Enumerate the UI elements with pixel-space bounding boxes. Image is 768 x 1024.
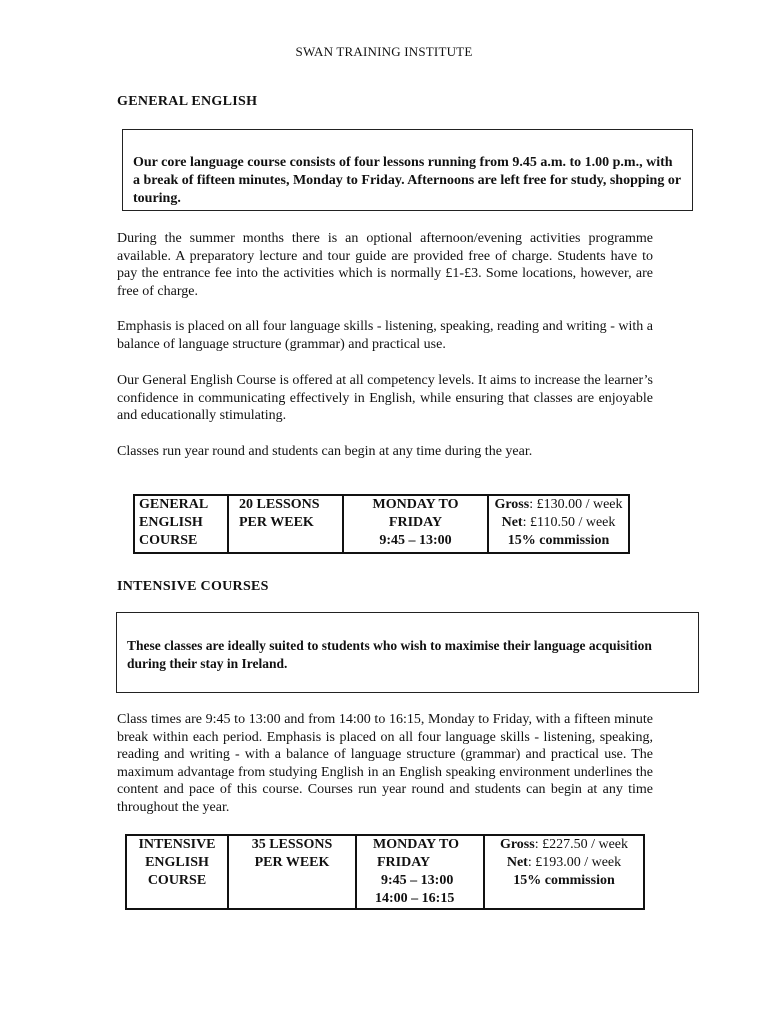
general-intro-text: Our core language course consists of four lessons running from 9.45 a.m. to 1.00 p.m., with a break of fifteen minutes, Monday to Friday. Afternoons are left free for study, shopping or touring.: [133, 155, 681, 206]
lessons-cell: 20 LESSONS PER WEEK: [228, 495, 343, 553]
course-name-cell: GENERAL ENGLISH COURSE: [134, 495, 228, 553]
intensive-paragraph: Class times are 9:45 to 13:00 and from 14:00 to 16:15, Monday to Friday, with a fifteen minute break within each period. Emphasis is placed on all four language skills - listening, speaking, reading and writing - with a balance of language structure (grammar) and practical use. The maximum advantage from studying English in an English speaking environment underlines the content and pace of this course. Courses run year round and students can begin at any time throughout the year.: [117, 712, 653, 815]
intensive-intro-box: [116, 612, 699, 693]
general-paragraph-activities: During the summer months there is an optional afternoon/evening activities programme available. A preparatory lecture and tour guide are provided free of charge. Students have to pay the entrance fee into the activities which is normally £1-£3. Some locations, however, are free of charge.: [117, 231, 653, 299]
intensive-course-table: [125, 834, 645, 910]
table-row: [126, 835, 644, 909]
page-header: SWAN TRAINING INSTITUTE: [295, 44, 473, 59]
intensive-courses-heading: INTENSIVE COURSES: [117, 579, 269, 594]
general-english-heading: GENERAL ENGLISH: [117, 94, 258, 109]
intensive-intro-text: These classes are ideally suited to students who wish to maximise their language acquisition during their stay in Ireland.: [127, 638, 652, 671]
price-cell: Gross: £227.50 / week Net: £193.00 / week 15% commission: [484, 835, 644, 909]
price-cell: Gross: £130.00 / week Net: £110.50 / week 15% commission: [488, 495, 629, 553]
days-cell: MONDAY TO FRIDAY 9:45 – 13:00 14:00 – 16:15: [356, 835, 484, 909]
general-paragraph-levels: Our General English Course is offered at all competency levels. It aims to increase the learner’s confidence in communicating effectively in English, while ensuring that classes are enjoyable and educationally stimulating.: [117, 373, 653, 424]
general-paragraph-schedule: Classes run year round and students can begin at any time during the year.: [117, 444, 533, 459]
general-paragraph-skills: Emphasis is placed on all four language skills - listening, speaking, reading and writing - with a balance of language structure (grammar) and practical use.: [117, 319, 653, 352]
lessons-cell: 35 LESSONS PER WEEK: [228, 835, 356, 909]
general-intro-box: [122, 129, 693, 211]
course-name-cell: INTENSIVE ENGLISH COURSE: [126, 835, 228, 909]
general-course-table: [133, 494, 630, 554]
days-cell: MONDAY TO FRIDAY 9:45 – 13:00: [343, 495, 488, 553]
table-row: [134, 495, 629, 553]
